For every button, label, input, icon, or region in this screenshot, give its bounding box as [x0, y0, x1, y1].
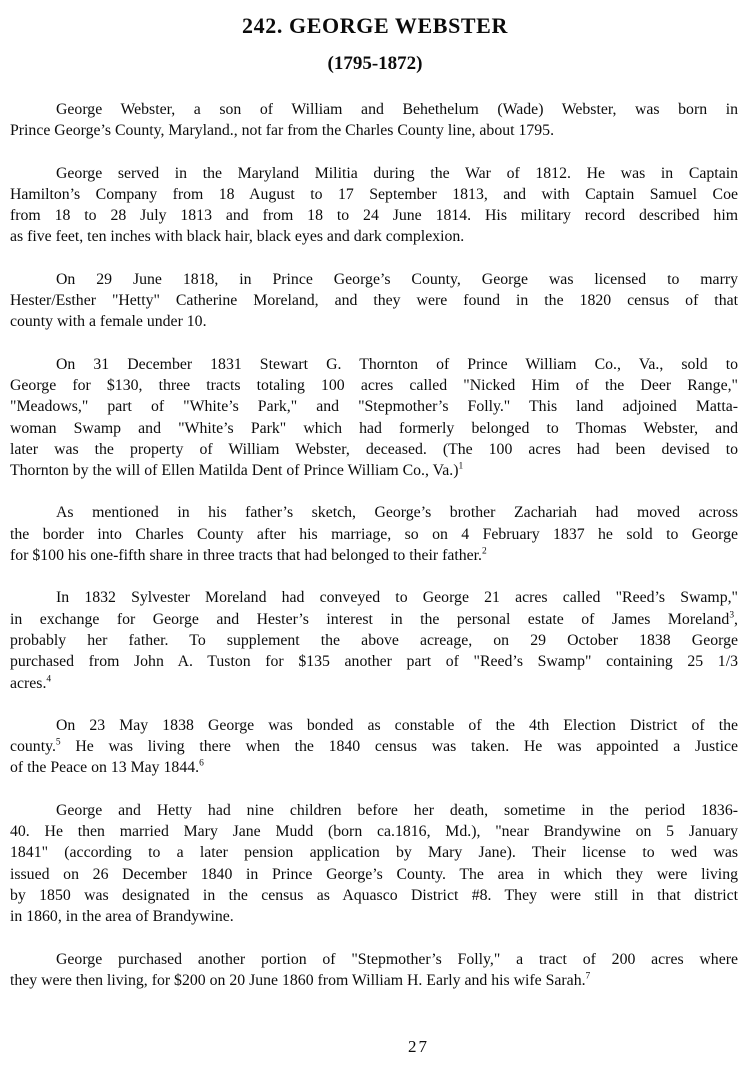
paragraph-line: On 23 May 1838 George was bonded as constable of the 4th Election District of the [56, 716, 738, 734]
paragraph-line: as five feet, ten inches with black hair, black eyes and dark complexion. [10, 228, 465, 246]
paragraph-line: Prince George’s County, Maryland., not far from the Charles County line, about 1795. [10, 122, 555, 140]
paragraph-line: woman Swamp and "White’s Park" which had formerly belonged to Thomas Webster, and [10, 419, 738, 437]
paragraph-line: In 1832 Sylvester Moreland had conveyed to George 21 acres called "Reed’s Swamp," [56, 589, 738, 607]
paragraph [10, 715, 738, 779]
paragraphs [0, 99, 750, 991]
footnote-reference: 2 [482, 546, 487, 557]
paragraph-line: On 29 June 1818, in Prince George’s County, George was licensed to marry [56, 270, 738, 288]
paragraph-line: "Meadows," part of "White’s Park," and "Stepmother’s Folly." This land adjoined Matta- [10, 398, 738, 416]
paragraph-line: Hester/Esther "Hetty" Catherine Moreland, and they were found in the 1820 census of that [10, 292, 738, 310]
paragraph-line: 40. He then married Mary Jane Mudd (born ca.1816, Md.), "near Brandywine on 5 January [10, 823, 738, 841]
paragraph [10, 800, 738, 928]
paragraph-line: of the Peace on 13 May 1844.$^6$ [10, 759, 204, 777]
life-dates-subtitle: (1795-1872) [327, 53, 423, 74]
paragraph [10, 949, 738, 992]
paragraph-line: On 31 December 1831 Stewart G. Thornton of Prince William Co., Va., sold to [56, 355, 738, 373]
paragraph-line: by 1850 was designated in the census as Aquasco District #8. They were still in that district [10, 886, 738, 904]
paragraph-line: from 18 to 28 July 1813 and from 18 to 24 June 1814. His military record described him [10, 207, 738, 225]
footnote-reference: 4 [46, 674, 52, 685]
paragraph [10, 163, 738, 248]
paragraph-line: probably her father. To supplement the above acreage, on 29 October 1838 George [10, 631, 738, 649]
paragraph-line: acres.$^4$ [10, 674, 52, 692]
paragraph-line: Hamilton’s Company from 18 August to 17 September 1813, and with Captain Samuel Coe [10, 185, 738, 203]
paragraph-line: county with a female under 10. [10, 313, 207, 331]
footnote-reference: 7 [585, 971, 591, 982]
paragraph-line: they were then living, for $200 on 20 June 1860 from William H. Early and his wife Sarah.$^7$ [10, 971, 591, 989]
paragraph-line: purchased from John A. Tuston for $135 another part of "Reed’s Swamp" containing 25 1/3 [10, 653, 738, 671]
paragraph [10, 99, 738, 142]
paragraph-line: George for $130, three tracts totaling 100 acres called "Nicked Him of the Deer Range," [10, 376, 738, 394]
footnote-reference: 1 [458, 461, 464, 472]
paragraph-line: Thornton by the will of Ellen Matilda Dent of Prince William Co., Va.)$^1$ [10, 461, 464, 480]
paragraph-line: issued on 26 December 1840 in Prince George’s County. The area in which they were living [10, 865, 738, 883]
paragraph-line: George Webster, a son of William and Behethelum (Wade) Webster, was born in [56, 101, 738, 118]
paragraph-line: the border into Charles County after his marriage, so on 4 February 1837 he sold to George [10, 525, 738, 543]
paragraph-line: in 1860, in the area of Brandywine. [10, 908, 234, 926]
paragraph-line: later was the property of William Webster, deceased. (The 100 acres had been devised to [10, 440, 738, 458]
paragraph [10, 354, 738, 482]
footnote-reference: 3 [729, 610, 735, 621]
paragraph-line: George purchased another portion of "Stepmother’s Folly," a tract of 200 acres where [56, 950, 738, 968]
paragraph [10, 269, 738, 333]
paragraph-line: 1841" (according to a later pension application by Mary Jane). Their license to wed was [10, 844, 738, 862]
paragraph-line: George served in the Maryland Militia during the War of 1812. He was in Captain [56, 164, 738, 182]
footnote-reference: 6 [199, 759, 204, 770]
paragraph [10, 587, 738, 693]
page-title: 242. GEORGE WEBSTER [242, 13, 508, 38]
footnote-reference: 5 [55, 737, 61, 748]
paragraph-line: in exchange for George and Hester’s interest in the personal estate of James Moreland$^3$, [10, 610, 738, 628]
paragraph-line: George and Hetty had nine children before her death, sometime in the period 1836- [56, 801, 738, 819]
page-number: 27 [408, 1037, 429, 1056]
paragraph-line: county.$^5$ He was living there when the 1840 census was taken. He was appointed a Justice [10, 737, 738, 756]
paragraph-line: As mentioned in his father’s sketch, George’s brother Zachariah had moved across [56, 504, 738, 522]
paragraph-line: for $100 his one-fifth share in three tracts that had belonged to their father.$^2$ [10, 546, 487, 565]
paragraph [10, 502, 738, 566]
